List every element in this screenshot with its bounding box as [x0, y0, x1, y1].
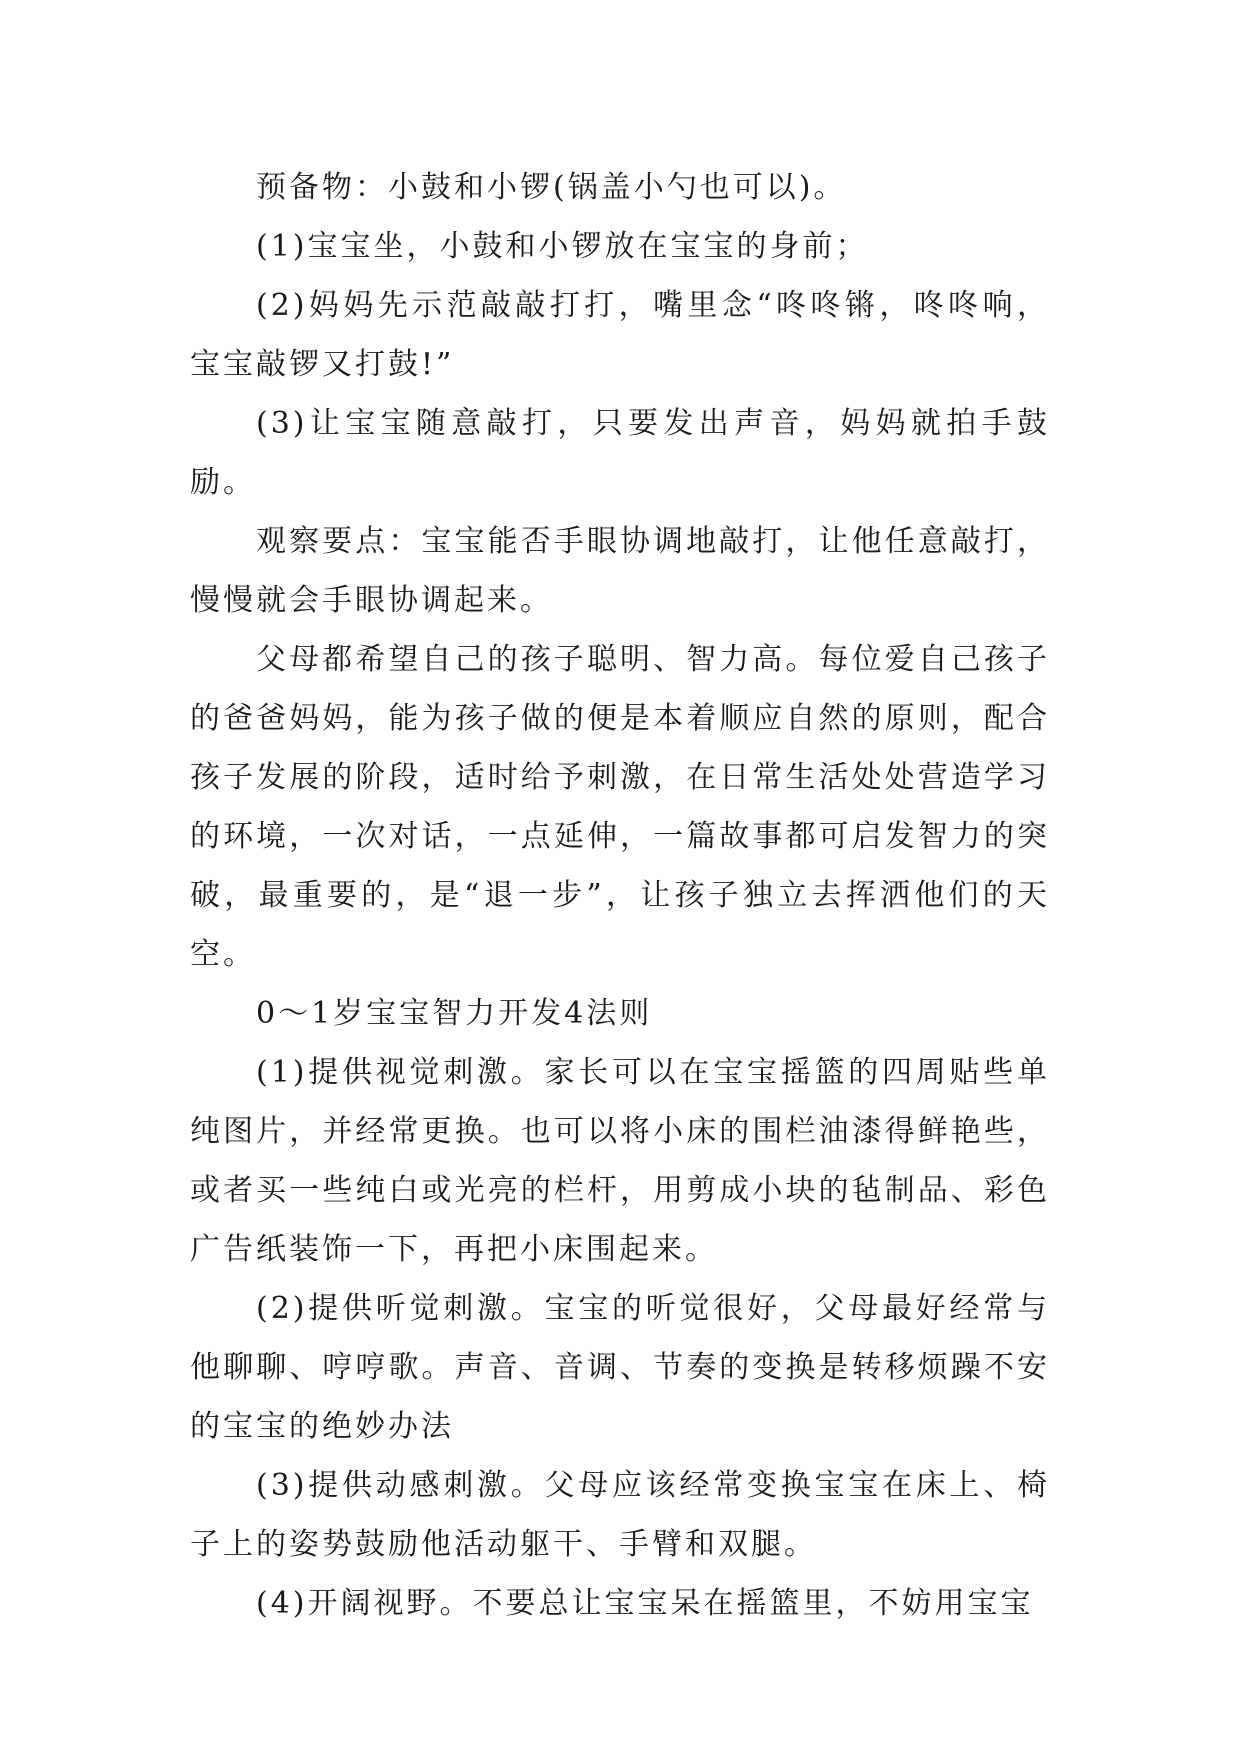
paragraph-supplies: 预备物：小鼓和小锣(锅盖小勺也可以)。	[256, 170, 847, 205]
paragraph-step-2: (2)妈妈先示范敲敲打打，嘴里念“咚咚锵，咚咚响，宝宝敲锣又打鼓!”	[190, 288, 1050, 382]
paragraph-step-3: (3)让宝宝随意敲打，只要发出声音，妈妈就拍手鼓励。	[190, 406, 1050, 500]
paragraph-rule-4: (4)开阔视野。不要总让宝宝呆在摇篮里，不妨用宝宝	[256, 1586, 1034, 1621]
paragraph-observation: 观察要点：宝宝能否手眼协调地敲打，让他任意敲打，慢慢就会手眼协调起来。	[190, 524, 1050, 618]
paragraph-rule-1: (1)提供视觉刺激。家长可以在宝宝摇篮的四周贴些单纯图片，并经常更换。也可以将小床的围栏油漆得鲜艳些，或者买一些纯白或光亮的栏杆，用剪成小块的毡制品、彩色广告纸装饰一下，再把小床围起来。	[190, 1055, 1050, 1267]
paragraph-rule-2: (2)提供听觉刺激。宝宝的听觉很好，父母最好经常与他聊聊、哼哼歌。声音、音调、节奏的变换是转移烦躁不安的宝宝的绝妙办法	[190, 1291, 1050, 1444]
paragraph-step-1: (1)宝宝坐，小鼓和小锣放在宝宝的身前；	[256, 229, 869, 264]
section-heading: 0～1岁宝宝智力开发4法则	[256, 996, 653, 1031]
paragraph-parents: 父母都希望自己的孩子聪明、智力高。每位爱自己孩子的爸爸妈妈，能为孩子做的便是本着顺应自然的原则，配合孩子发展的阶段，适时给予刺激，在日常生活处处营造学习的环境，一次对话，一点延伸，一篇故事都可启发智力的突破，最重要的，是“退一步”，让孩子独立去挥洒他们的天空。	[190, 642, 1050, 972]
paragraph-rule-3: (3)提供动感刺激。父母应该经常变换宝宝在床上、椅子上的姿势鼓励他活动躯干、手臂和双腿。	[190, 1468, 1050, 1562]
document-body	[190, 158, 1050, 1633]
